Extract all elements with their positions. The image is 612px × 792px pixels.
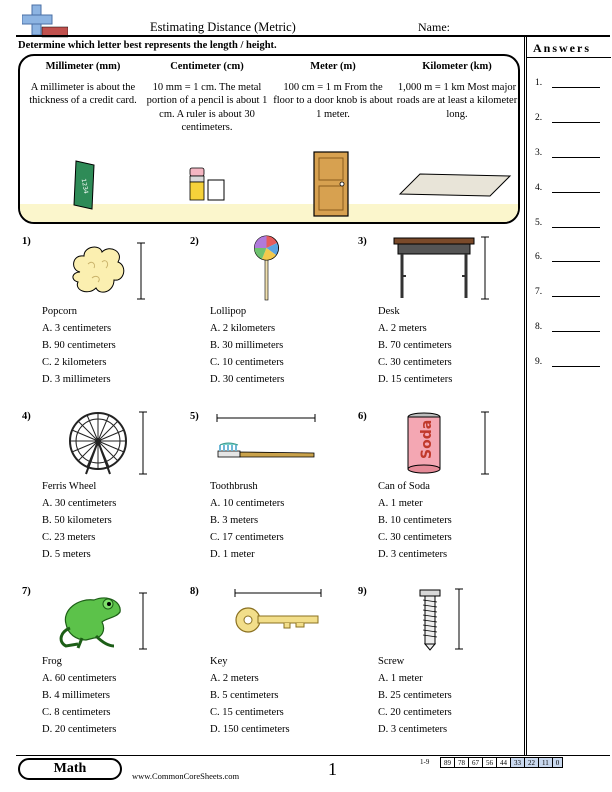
question-8 [190, 586, 350, 746]
score-cell: 0 [553, 757, 564, 768]
answer-blank[interactable] [552, 287, 600, 297]
option-a[interactable]: A. 1 meter [378, 673, 423, 684]
answer-row-4 [535, 183, 600, 193]
answers-title: Answers [533, 41, 591, 55]
ref-heading: Centimeter (cm) [170, 61, 244, 72]
option-a[interactable]: A. 30 centimeters [42, 498, 117, 509]
question-7 [22, 586, 182, 746]
option-a[interactable]: A. 10 centimeters [210, 498, 285, 509]
question-number: 9) [358, 586, 367, 597]
ref-text: 1,000 m = 1 km Most major roads are at least a kilometer long. [396, 81, 518, 120]
header-divider [16, 35, 610, 37]
option-b[interactable]: B. 10 centimeters [378, 515, 452, 526]
site-url[interactable]: www.CommonCoreSheets.com [132, 771, 240, 781]
answer-label: 1. [535, 78, 543, 88]
answer-row-9 [535, 357, 600, 367]
answer-blank[interactable] [552, 252, 600, 262]
height-indicator [136, 242, 146, 300]
ref-meter [272, 60, 394, 121]
answer-row-5 [535, 218, 600, 228]
option-d[interactable]: D. 150 centimeters [210, 724, 290, 735]
ref-heading: Meter (m) [310, 61, 356, 72]
answer-label: 9. [535, 357, 543, 367]
option-b[interactable]: B. 25 centimeters [378, 690, 452, 701]
credit-card-number: 1234 [79, 178, 90, 195]
option-d[interactable]: D. 3 centimeters [378, 724, 448, 735]
option-b[interactable]: B. 90 centimeters [42, 340, 116, 351]
name-label: Name: [418, 20, 450, 34]
height-indicator [138, 411, 148, 475]
ref-heading: Millimeter (mm) [45, 61, 121, 72]
option-a[interactable]: A. 1 meter [378, 498, 423, 509]
score-cell: 22 [525, 757, 539, 768]
height-indicator [480, 411, 490, 475]
option-d[interactable]: D. 20 centimeters [42, 724, 117, 735]
item-name: Screw [378, 656, 405, 667]
answer-label: 7. [535, 287, 543, 297]
door-icon [312, 150, 352, 218]
ref-text: A millimeter is about the thickness of a credit card. [29, 81, 137, 106]
answer-row-6 [535, 252, 600, 262]
question-2 [190, 236, 350, 396]
option-c[interactable]: C. 20 centimeters [378, 707, 452, 718]
score-cell: 78 [455, 757, 469, 768]
score-range: 1-9 [420, 758, 430, 766]
question-number: 7) [22, 586, 31, 597]
road-icon [398, 172, 512, 198]
reference-box [18, 54, 520, 224]
key-icon [234, 606, 322, 634]
option-b[interactable]: B. 30 millimeters [210, 340, 284, 351]
option-a[interactable]: A. 2 kilometers [210, 323, 276, 334]
option-c[interactable]: C. 17 centimeters [210, 532, 284, 543]
answer-row-7 [535, 287, 600, 297]
desk-icon [392, 236, 476, 300]
ref-centimeter [146, 60, 268, 135]
answer-label: 8. [535, 322, 543, 332]
option-d[interactable]: D. 3 centimeters [378, 549, 448, 560]
toothbrush-icon [216, 441, 316, 463]
answer-label: 5. [535, 218, 543, 228]
option-a[interactable]: A. 2 meters [210, 673, 259, 684]
popcorn-icon [66, 242, 130, 300]
option-b[interactable]: B. 5 centimeters [210, 690, 279, 701]
ref-heading: Kilometer (km) [422, 61, 492, 72]
answer-blank[interactable] [552, 113, 600, 123]
answer-blank[interactable] [552, 357, 600, 367]
pencil-end-icon [188, 166, 230, 204]
soda-can-icon [404, 411, 444, 475]
question-number: 1) [22, 236, 31, 247]
lollipop-icon [250, 234, 284, 302]
height-indicator [480, 236, 490, 300]
score-cell: 33 [511, 757, 525, 768]
item-name: Ferris Wheel [42, 481, 97, 492]
item-name: Frog [42, 656, 62, 667]
answer-label: 6. [535, 252, 543, 262]
answer-row-3 [535, 148, 600, 158]
score-cell: 11 [539, 757, 553, 768]
option-c[interactable]: C. 30 centimeters [378, 357, 452, 368]
item-name: Popcorn [42, 306, 77, 317]
answer-blank[interactable] [552, 148, 600, 158]
soda-label: Soda [419, 419, 435, 459]
score-cell: 56 [483, 757, 497, 768]
option-c[interactable]: C. 15 centimeters [210, 707, 284, 718]
option-d[interactable]: D. 1 meter [210, 549, 255, 560]
instructions: Determine which letter best represents the length / height. [18, 40, 277, 51]
option-b[interactable]: B. 50 kilometers [42, 515, 112, 526]
option-c[interactable]: C. 30 centimeters [378, 532, 452, 543]
answer-label: 3. [535, 148, 543, 158]
item-name: Lollipop [210, 306, 247, 317]
length-indicator [234, 588, 322, 598]
score-cell: 89 [440, 757, 455, 768]
credit-card-icon [72, 159, 96, 211]
option-c[interactable]: C. 10 centimeters [210, 357, 284, 368]
answer-row-2 [535, 113, 600, 123]
question-number: 2) [190, 236, 199, 247]
answer-blank[interactable] [552, 78, 600, 88]
option-a[interactable]: A. 60 centimeters [42, 673, 117, 684]
ref-text: 100 cm = 1 m From the floor to a door knob is about 1 meter. [273, 81, 393, 120]
answer-blank[interactable] [552, 322, 600, 332]
answer-blank[interactable] [552, 218, 600, 228]
question-3 [358, 236, 518, 396]
score-cell: 67 [469, 757, 483, 768]
question-number: 8) [190, 586, 199, 597]
length-indicator [216, 413, 316, 423]
score-table [440, 757, 563, 768]
option-b[interactable]: B. 3 meters [210, 515, 259, 526]
item-name: Can of Soda [378, 481, 430, 492]
question-5 [190, 411, 350, 571]
option-b[interactable]: B. 70 centimeters [378, 340, 452, 351]
answer-label: 4. [535, 183, 543, 193]
question-number: 6) [358, 411, 367, 422]
option-c[interactable]: C. 23 meters [42, 532, 96, 543]
ref-millimeter [22, 60, 144, 108]
screw-icon [418, 588, 442, 652]
height-indicator [454, 588, 464, 650]
subject-badge: Math [18, 758, 122, 780]
option-d[interactable]: D. 30 centimeters [210, 374, 285, 385]
option-c[interactable]: C. 2 kilometers [42, 357, 107, 368]
ferris-wheel-icon [66, 411, 130, 475]
item-name: Toothbrush [210, 481, 258, 492]
option-b[interactable]: B. 4 millimeters [42, 690, 110, 701]
worksheet-title: Estimating Distance (Metric) [150, 20, 296, 34]
height-indicator [138, 592, 148, 650]
item-name: Desk [378, 306, 400, 317]
option-a[interactable]: A. 2 meters [378, 323, 427, 334]
frog-icon [56, 590, 128, 650]
answer-blank[interactable] [552, 183, 600, 193]
question-6 [358, 411, 518, 571]
option-c[interactable]: C. 8 centimeters [42, 707, 111, 718]
question-1 [22, 236, 182, 396]
option-d[interactable]: D. 5 meters [42, 549, 91, 560]
question-number: 4) [22, 411, 31, 422]
answers-column [524, 37, 610, 755]
ref-text: 10 mm = 1 cm. The metal portion of a pencil is about 1 cm. A ruler is about 30 centimeters. [146, 81, 268, 133]
question-9 [358, 586, 518, 746]
question-4 [22, 411, 182, 571]
option-a[interactable]: A. 3 centimeters [42, 323, 112, 334]
option-d[interactable]: D. 15 centimeters [378, 374, 453, 385]
item-name: Key [210, 656, 228, 667]
answer-row-8 [535, 322, 600, 332]
question-number: 5) [190, 411, 199, 422]
answer-label: 2. [535, 113, 543, 123]
score-cell: 44 [497, 757, 511, 768]
footer-divider [16, 755, 610, 756]
answer-row-1 [535, 78, 600, 88]
answers-title-rule [527, 57, 611, 58]
ref-kilometer [396, 60, 518, 121]
question-number: 3) [358, 236, 367, 247]
page-number: 1 [328, 759, 337, 779]
option-d[interactable]: D. 3 millimeters [42, 374, 111, 385]
